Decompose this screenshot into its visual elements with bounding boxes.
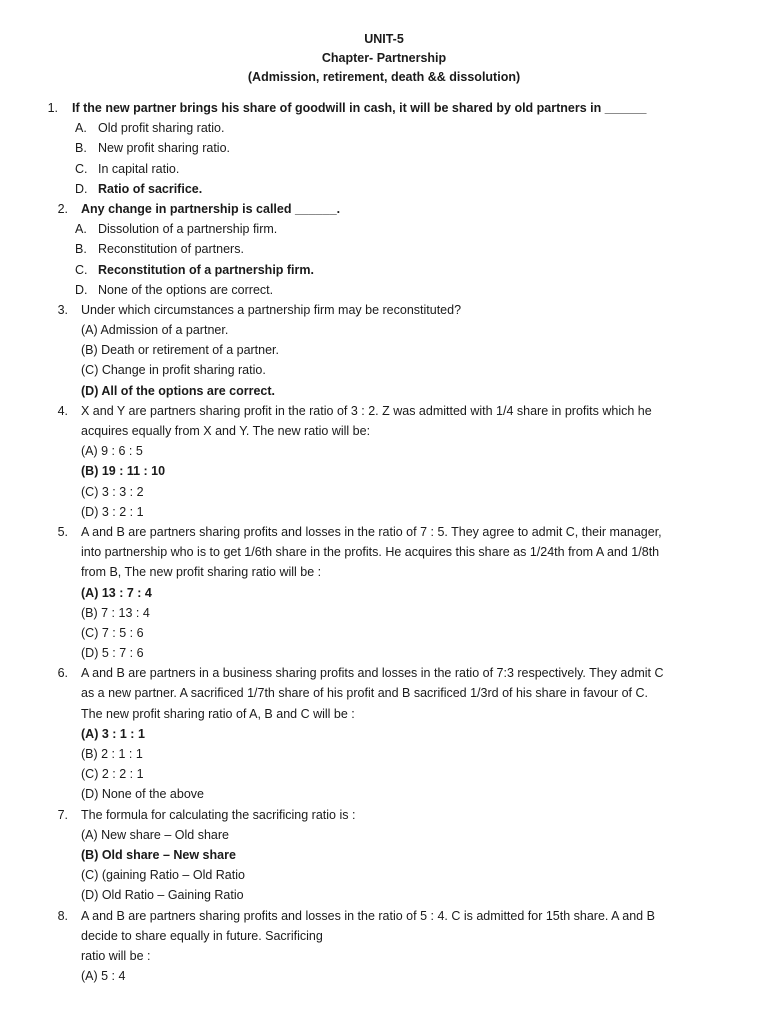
question-text: ratio will be :: [81, 948, 151, 963]
answer-option: [0, 845, 768, 865]
question-line: [0, 401, 768, 421]
option-letter: C.: [75, 161, 88, 176]
option-text: None of the options are correct.: [98, 282, 274, 297]
question-number: 1.: [47, 101, 58, 115]
question-item: [0, 805, 768, 906]
answer-option: [0, 461, 768, 481]
answer-option: [0, 260, 768, 280]
question-number: 3.: [57, 302, 68, 317]
question-line: [0, 906, 768, 926]
question-line: [0, 683, 768, 703]
correct-option-text: (A) 13 : 7 : 4: [81, 585, 152, 600]
option-text: (B) Death or retirement of a partner.: [81, 343, 280, 358]
option-letter: A.: [75, 121, 87, 136]
answer-option: [0, 623, 768, 643]
answer-option: [0, 784, 768, 804]
correct-option-text: (D) All of the options are correct.: [81, 383, 276, 398]
question-text: The formula for calculating the sacrificing ratio is :: [81, 807, 356, 822]
answer-option: [0, 320, 768, 340]
question-list: [0, 98, 768, 986]
question-text: decide to share equally in future. Sacrificing: [81, 928, 323, 943]
question-number: 5.: [57, 524, 68, 539]
option-letter: D.: [75, 181, 88, 196]
answer-option: [0, 825, 768, 845]
question-item: [0, 522, 768, 663]
answer-option: [0, 865, 768, 885]
option-text: (A) 9 : 6 : 5: [81, 444, 143, 459]
option-text: (B) 7 : 13 : 4: [81, 605, 150, 620]
option-text: (D) Old Ratio – Gaining Ratio: [81, 888, 244, 903]
answer-option: [0, 239, 768, 259]
question-item: [0, 300, 768, 401]
chapter-subtitle: (Admission, retirement, death && dissolution): [247, 70, 521, 84]
correct-option-text: (B) Old share – New share: [81, 847, 236, 862]
question-item: [0, 199, 768, 300]
answer-option: [0, 441, 768, 461]
question-item: [0, 98, 768, 199]
question-number: 8.: [57, 908, 68, 923]
option-letter: C.: [75, 262, 88, 277]
correct-option-text: (B) 19 : 11 : 10: [81, 464, 166, 479]
question-line: [0, 421, 768, 441]
question-text: Under which circumstances a partnership firm may be reconstituted?: [81, 302, 462, 317]
option-text: (D) None of the above: [81, 787, 204, 802]
question-text: from B, The new profit sharing ratio will be :: [81, 565, 322, 580]
question-line: [0, 522, 768, 542]
question-text: into partnership who is to get 1/6th share in the profits. He acquires this share as 1/24th from A and 1/8th: [81, 545, 660, 560]
question-line: [0, 562, 768, 582]
option-text: (A) New share – Old share: [81, 827, 229, 842]
question-text: acquires equally from X and Y. The new ratio will be:: [81, 424, 371, 438]
option-text: (C) Change in profit sharing ratio.: [81, 363, 266, 378]
document-header: [0, 30, 768, 87]
question-item: [0, 663, 768, 804]
answer-option: [0, 603, 768, 623]
answer-option: [0, 340, 768, 360]
question-item: [0, 906, 768, 987]
question-line: [0, 300, 768, 320]
unit-title: UNIT-5: [364, 32, 404, 46]
question-number: 6.: [57, 666, 68, 681]
option-letter: B.: [75, 141, 87, 156]
answer-option: [0, 966, 768, 986]
option-text: (D) 5 : 7 : 6: [81, 646, 144, 661]
question-line: [0, 926, 768, 946]
answer-option: [0, 219, 768, 239]
answer-option: [0, 744, 768, 764]
option-text: (A) 5 : 4: [81, 969, 126, 984]
option-text: Dissolution of a partnership firm.: [98, 222, 278, 237]
question-line: [0, 199, 768, 219]
option-text: Reconstitution of partners.: [98, 242, 244, 257]
question-text: If the new partner brings his share of goodwill in cash, it will be shared by old partners in ______: [72, 101, 647, 115]
question-text: The new profit sharing ratio of A, B and C will be :: [81, 706, 355, 721]
chapter-title: Chapter- Partnership: [321, 51, 447, 65]
question-text: X and Y are partners sharing profit in the ratio of 3 : 2. Z was admitted with 1/4 share in profits which he: [81, 403, 652, 418]
answer-option: [0, 179, 768, 199]
answer-option: [0, 360, 768, 380]
option-text: In capital ratio.: [98, 161, 180, 176]
correct-option-text: Ratio of sacrifice.: [98, 181, 203, 196]
option-text: New profit sharing ratio.: [98, 141, 231, 156]
question-line: [0, 946, 768, 966]
answer-option: [0, 885, 768, 905]
answer-option: [0, 381, 768, 401]
question-line: [0, 542, 768, 562]
question-number: 7.: [57, 807, 68, 822]
option-text: (A) Admission of a partner.: [81, 323, 229, 338]
answer-option: [0, 482, 768, 502]
question-item: [0, 401, 768, 522]
correct-option-text: Reconstitution of a partnership firm.: [98, 262, 314, 277]
question-line: [0, 98, 768, 118]
question-text: A and B are partners in a business sharing profits and losses in the ratio of 7:3 respectively. They admit C: [81, 666, 664, 681]
option-text: (C) 2 : 2 : 1: [81, 767, 144, 782]
answer-option: [0, 583, 768, 603]
option-text: (C) 3 : 3 : 2: [81, 484, 144, 499]
option-text: Old profit sharing ratio.: [98, 121, 225, 136]
answer-option: [0, 138, 768, 158]
question-line: [0, 805, 768, 825]
option-letter: A.: [75, 222, 87, 237]
option-text: (B) 2 : 1 : 1: [81, 747, 143, 761]
question-text: A and B are partners sharing profits and losses in the ratio of 5 : 4. C is admitted for 15th share. A and B: [81, 908, 655, 923]
answer-option: [0, 764, 768, 784]
question-line: [0, 704, 768, 724]
question-text: as a new partner. A sacrificed 1/7th share of his profit and B sacrificed 1/3rd of his share in favour of C.: [81, 686, 648, 701]
answer-option: [0, 724, 768, 744]
option-letter: B.: [75, 242, 87, 257]
question-number: 4.: [57, 403, 68, 418]
answer-option: [0, 159, 768, 179]
correct-option-text: (A) 3 : 1 : 1: [81, 726, 145, 741]
question-line: [0, 663, 768, 683]
question-number: 2.: [57, 201, 68, 216]
answer-option: [0, 118, 768, 138]
answer-option: [0, 280, 768, 300]
answer-option: [0, 643, 768, 663]
question-text: Any change in partnership is called ______.: [81, 201, 341, 216]
option-text: (C) (gaining Ratio – Old Ratio: [81, 868, 245, 883]
option-letter: D.: [75, 282, 88, 297]
option-text: (D) 3 : 2 : 1: [81, 504, 144, 519]
answer-option: [0, 502, 768, 522]
option-text: (C) 7 : 5 : 6: [81, 625, 144, 640]
question-text: A and B are partners sharing profits and losses in the ratio of 7 : 5. They agree to admit C, their manager,: [81, 524, 662, 539]
